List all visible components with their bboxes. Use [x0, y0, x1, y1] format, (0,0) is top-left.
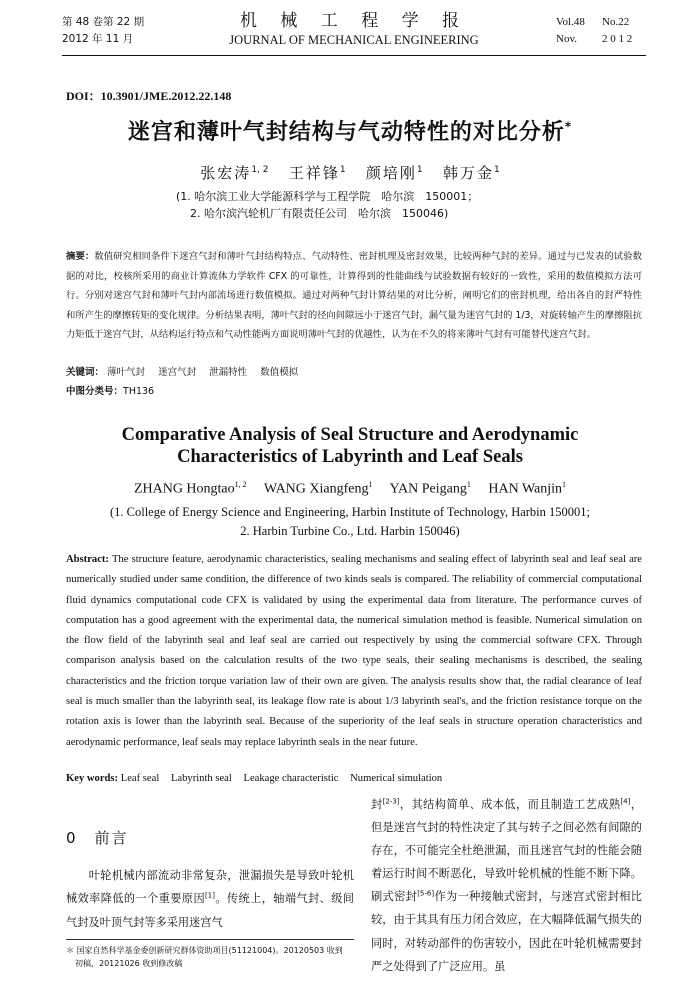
classification-cn-label: 中图分类号： — [66, 386, 124, 397]
author-cn: 颜培刚 — [365, 164, 417, 182]
author-affil-sup: 1 — [416, 165, 423, 175]
classification-cn — [66, 383, 154, 397]
keywords-cn — [66, 364, 298, 378]
body-text: ，但是迷宫气封的特性决定了其与转子之间必然有间隙的存在，不可能完全杜绝泄漏，而且迷宫气封的性能会随着运行时间不断恶化，导致叶轮机械的性能不断下降。刷式密封 — [371, 798, 642, 904]
body-text-right — [371, 793, 642, 978]
affiliations-cn — [176, 188, 478, 222]
keyword-cn: 数值模拟 — [260, 367, 299, 378]
author-cn: 王祥锋 — [288, 164, 340, 182]
title-en-line: Comparative Analysis of Seal Structure and Aerodynamic — [121, 425, 579, 445]
year-en: 2 0 1 2 — [602, 33, 633, 45]
issue-info-en — [556, 14, 646, 48]
title-footnote-mark: * — [564, 119, 573, 134]
keywords-en-label: Key words: — [66, 773, 119, 784]
month-en: Nov. — [556, 33, 577, 45]
author-en: WANG Xiangfeng — [263, 481, 369, 497]
abstract-cn — [66, 247, 642, 345]
citation: [1] — [205, 891, 215, 900]
section-heading: 0 前言 — [66, 829, 129, 847]
author-affil-sup: 1, 2 — [234, 480, 247, 489]
citation: [2-3] — [382, 797, 400, 806]
body-text: ，其结构简单、成本低，而且制造工艺成熟 — [399, 798, 621, 811]
footnote-line: ＊ 国家自然科学基金委创新研究群体资助项目(51121004)。20120503 收到 — [66, 946, 343, 955]
citation: [5-6] — [417, 889, 435, 898]
title-cn — [0, 115, 700, 146]
citation: [4] — [620, 797, 631, 806]
journal-title-cn: 机 械 工 程 学 报 — [239, 11, 469, 31]
affiliation-cn: (1. 哈尔滨工业大学能源科学与工程学院 哈尔滨 150001； — [176, 190, 479, 203]
journal-title-en: JOURNAL OF MECHANICAL ENGINEERING — [229, 33, 479, 47]
abstract-cn-label: 摘要： — [66, 251, 95, 262]
author-affil-sup: 1, 2 — [251, 165, 269, 175]
author-affil-sup: 1 — [562, 480, 567, 489]
body-text-left — [66, 864, 354, 934]
author-en: HAN Wanjin — [488, 481, 563, 497]
author-en: YAN Peigang — [389, 481, 467, 497]
abstract-en — [66, 550, 642, 753]
author-en: ZHANG Hongtao — [133, 481, 235, 497]
footnote-line: 初稿，20121026 收到修改稿 — [75, 959, 183, 968]
date-cn: 2012 年 11 月 — [62, 33, 134, 45]
keywords-en — [66, 773, 442, 784]
affiliation-en: (1. College of Energy Science and Engineering, Harbin Institute of Technology, Harbin 150001; — [109, 505, 591, 519]
running-header — [62, 8, 646, 54]
body-text: 叶轮机械内部流动非常复杂，泄漏损失是导致叶轮机械效率降低的一个重要原因 — [66, 869, 354, 906]
author-affil-sup: 1 — [339, 165, 346, 175]
issue-info-cn — [62, 14, 144, 48]
author-affil-sup: 1 — [368, 480, 373, 489]
volume-en: Vol.48 — [556, 16, 585, 28]
body-text: 。传统上，轴端气封、级间气封及叶顶气封等多采用迷宫气 — [66, 892, 354, 929]
header-rule — [62, 55, 646, 56]
title-en — [0, 424, 700, 468]
authors-cn — [0, 162, 700, 183]
abstract-cn-text: 数值研究相同条件下迷宫气封和薄叶气封结构特点、气动特性、密封机理及密封效果，比较两种气封的差异。通过与已发表的试验数据的对比，校核所采用的商业计算流体力学软件 CFX 的可靠性，计算得到的性能曲线与试验数据有较好的一致性，采用的数值模拟方法可行。分别对迷宫气封和薄叶气封内部流场进行数值模拟。通过对两种气封计算结果的对比分析，阐明它们的密封机理，给出各自的封严特性和所产生的摩擦转矩的变化规律。分析结果表明，薄叶气封的径向间隙远小于迷宫气封，漏气量为迷宫气封的 1/3，对旋转轴产生的摩擦阻抗力矩低于迷宫气封，从结构运行特点和气动性能两方面说明薄叶气封的优越性，认为在不久的将来薄叶气封有可能替代迷宫气封。 — [66, 251, 642, 341]
number-en: No.22 — [602, 16, 630, 28]
keyword-cn: 薄叶气封 — [107, 367, 146, 378]
volume-issue-cn: 第 48 卷第 22 期 — [62, 16, 145, 28]
author-cn: 张宏涛 — [200, 164, 252, 182]
keyword-cn: 泄漏特性 — [209, 367, 248, 378]
keyword-cn: 迷宫气封 — [158, 367, 197, 378]
footnote-rule — [66, 939, 354, 940]
keyword-en: Leakage characteristic — [243, 773, 339, 784]
keyword-en: Labyrinth seal — [170, 773, 232, 784]
abstract-en-label: Abstract: — [66, 554, 109, 565]
classification-cn-code: TH136 — [123, 386, 155, 397]
footnote — [66, 944, 356, 970]
title-en-line: Characteristics of Labyrinth and Leaf Seals — [177, 447, 523, 467]
authors-en — [0, 480, 700, 498]
keywords-cn-label: 关键词： — [66, 367, 105, 378]
author-affil-sup: 1 — [466, 480, 471, 489]
title-cn-text: 迷宫和薄叶气封结构与气动特性的对比分析 — [127, 120, 565, 145]
keyword-en: Numerical simulation — [350, 773, 443, 784]
abstract-en-text: The structure feature, aerodynamic characteristics, sealing mechanisms and sealing effect of labyrinth seal and leaf seal are numerically studied under same condition, the difference of two kinds seals is compared. The reliability of commercial computational fluid dynamics computational code CFX is validated by using the experimental data from literature. The performance curves of computation has a good agreement with the experimental data, the numerical simulation method is feasible. Numerical simulation on the flow field of the labyrinth seal and leaf seal are carried out respectively by using the commercial software CFX. Through comparison analysis based on the calculation results of the two type seals, their sealing mechanisms is described, the sealing characteristics and the friction torque variation law of their own are given. The analysis results show that, the radial clearance of leaf seal is much smaller than the labyrinth seal, its leakage flow rate is about 1/3 labyrinth seal's, and the friction resistance torque on the rotation axis is lower than the labyrinth seal. Because of the superiority of the leaf seals in structure operation characteristics and aerodynamic performance, leaf seals may replace labyrinth seals in the near future. — [66, 554, 642, 748]
affiliation-cn: 2. 哈尔滨汽轮机厂有限责任公司 哈尔滨 150046) — [190, 207, 449, 220]
journal-title — [212, 10, 496, 48]
body-text: 封 — [371, 798, 383, 811]
affiliation-en: 2. Harbin Turbine Co., Ltd. Harbin 150046) — [240, 524, 460, 538]
keyword-en: Leaf seal — [120, 773, 160, 784]
affiliations-en — [0, 503, 700, 541]
author-cn: 韩万金 — [442, 164, 494, 182]
body-text: 作为一种接触式密封，与迷宫式密封相比较，由于其具有压力闭合效应，在大幅降低漏气损失的同时，对转动部件的伤害较小，因此在叶轮机械需要封严之处得到了广泛应用。虽 — [371, 890, 642, 973]
author-affil-sup: 1 — [493, 165, 500, 175]
doi: DOI：10.3901/JME.2012.22.148 — [66, 89, 232, 103]
